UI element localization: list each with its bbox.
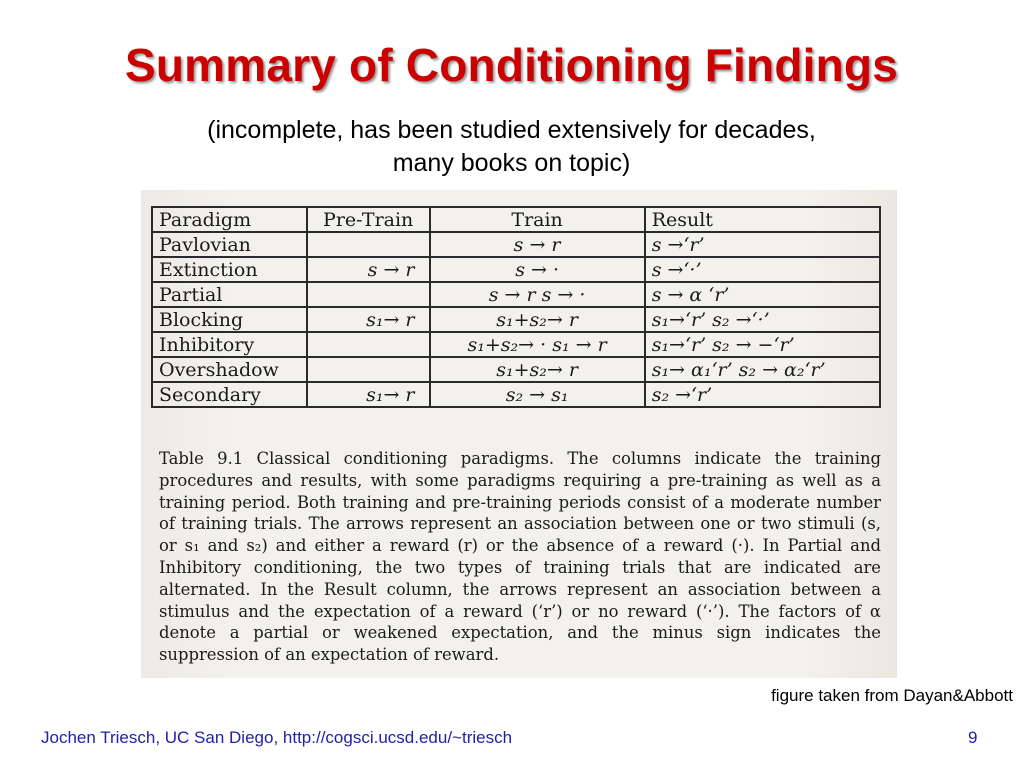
slide-subtitle: [0, 114, 1023, 180]
table-caption: Table 9.1 Classical conditioning paradigms. The columns indicate the training procedures and results, with some paradigms requiring a pre-training as well as a training period. Both training and pre-training periods consist of a moderate number of training trials. The arrows represent an association between one or two stimuli (s, or s₁ and s₂) and either a reward (r) or the absence of a reward (·). In Partial and Inhibitory conditioning, the two types of training trials that are indicated are alternated. In the Result column, the arrows represent an association between a stimulus and the expectation of a reward (‘r’) or no reward (‘·’). The factors of α denote a partial or weakened expectation, and the minus sign indicates the suppression of an expectation of reward.: [159, 449, 881, 665]
cell-train: s₁+s₂→ · s₁ → r: [430, 332, 645, 357]
cell-pretrain: [307, 332, 430, 357]
cell-train: s₁+s₂→ r: [430, 357, 645, 382]
header-result: Result: [645, 207, 880, 232]
cell-result: s₂ →‘r’: [645, 382, 880, 407]
cell-train: s → ·: [430, 257, 645, 282]
slide-title: Summary of Conditioning Findings: [124, 39, 898, 91]
table-row: [152, 307, 880, 332]
cell-train: s₂ → s₁: [430, 382, 645, 407]
table-row: [152, 332, 880, 357]
table-row: [152, 357, 880, 382]
cell-result: s₁→ α₁‘r’ s₂ → α₂‘r’: [645, 357, 880, 382]
scanned-figure: [141, 190, 897, 678]
header-pretrain: Pre-Train: [307, 207, 430, 232]
cell-paradigm: Blocking: [152, 307, 307, 332]
cell-pretrain: [307, 282, 430, 307]
cell-train: s₁+s₂→ r: [430, 307, 645, 332]
table-row: [152, 282, 880, 307]
cell-paradigm: Pavlovian: [152, 232, 307, 257]
header-paradigm: Paradigm: [152, 207, 307, 232]
cell-result: s →‘r’: [645, 232, 880, 257]
cell-result: s₁→‘r’ s₂ → −‘r’: [645, 332, 880, 357]
page-number: 9: [968, 728, 978, 747]
cell-train: s → r s → ·: [430, 282, 645, 307]
subtitle-line-1: (incomplete, has been studied extensively for decades,: [207, 116, 816, 144]
cell-paradigm: Extinction: [152, 257, 307, 282]
figure-source-note: figure taken from Dayan&Abbott: [771, 686, 1013, 705]
cell-result: s →‘·’: [645, 257, 880, 282]
cell-pretrain: [307, 232, 430, 257]
cell-paradigm: Secondary: [152, 382, 307, 407]
cell-pretrain: [307, 357, 430, 382]
cell-paradigm: Partial: [152, 282, 307, 307]
header-train: Train: [430, 207, 645, 232]
cell-paradigm: Overshadow: [152, 357, 307, 382]
cell-pretrain: s → r: [307, 257, 430, 282]
cell-pretrain: s₁→ r: [307, 307, 430, 332]
cell-paradigm: Inhibitory: [152, 332, 307, 357]
table-row: [152, 382, 880, 407]
cell-result: s → α ‘r’: [645, 282, 880, 307]
cell-train: s → r: [430, 232, 645, 257]
cell-result: s₁→‘r’ s₂ →‘·’: [645, 307, 880, 332]
table-row: [152, 257, 880, 282]
table-header-row: [152, 207, 880, 232]
cell-pretrain: s₁→ r: [307, 382, 430, 407]
conditioning-table: [151, 206, 881, 408]
footer-author: Jochen Triesch, UC San Diego, http://cogsci.ucsd.edu/~triesch: [41, 728, 513, 747]
subtitle-line-2: many books on topic): [392, 149, 631, 177]
table-row: [152, 232, 880, 257]
